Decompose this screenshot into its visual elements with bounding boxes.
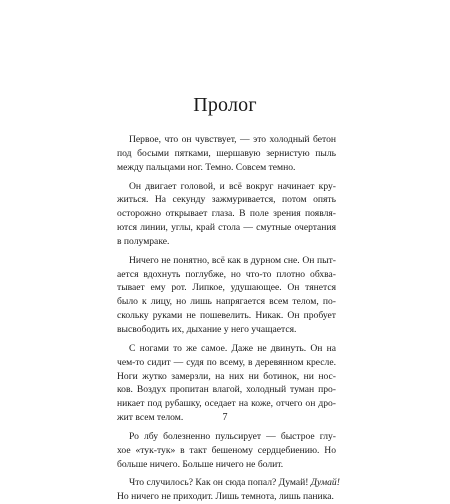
page-number: 7 xyxy=(222,412,228,423)
text-line: Ноги жутко замерзли, на них ни ботинок, ни нос- xyxy=(117,370,336,382)
text-line: тывает ему рот. Липкое, удушающее. Он тянется xyxy=(117,282,336,294)
text-line: высвободить их, дыхание у него учащается. xyxy=(117,323,297,335)
text-line: Что случилось? Как он сюда попал? Думай! Думай! xyxy=(129,477,340,489)
text-line: в полумраке. xyxy=(117,235,170,247)
text-line: между пальцами ног. Темно. Совсем темно. xyxy=(117,161,296,173)
text-line: жит всем телом. xyxy=(117,412,184,424)
paragraph xyxy=(117,476,340,504)
paragraph xyxy=(117,254,336,337)
text-line: Ничего не понятно, всё как в дурном сне. Он пыт- xyxy=(129,254,336,266)
text-line: было к лицу, но лишь напрягается всем телом, по- xyxy=(117,296,336,308)
text-line: С ногами то же самое. Даже не двинуть. Он на xyxy=(129,342,336,354)
paragraph xyxy=(117,430,336,472)
paragraph xyxy=(117,133,336,175)
text-line: под босыми пятками, шершавую зернистую пыль xyxy=(117,147,336,159)
text-line: Он двигает головой, и всё вокруг начинает кру- xyxy=(129,180,336,192)
text-line: Ро лбу болезненно пульсирует — быстрое глу- xyxy=(129,430,336,442)
text-line: ается вдохнуть поглубже, но что-то плотно обхва- xyxy=(117,268,336,280)
text-line: больше ничего. Больше ничего не болит. xyxy=(117,458,284,470)
body-text xyxy=(117,133,340,504)
text-line: житься. На секунду зажмуривается, потом опять xyxy=(117,194,336,206)
text-line: осторожно открывает глаза. В поле зрения появля- xyxy=(117,208,336,220)
text-line: Первое, что он чувствует, — это холодный бетон xyxy=(129,134,336,145)
text-line: ков. Воздух пропитан влагой, холодный туман про- xyxy=(117,384,336,396)
paragraph xyxy=(117,180,336,249)
text-line: ются линии, углы, край стола — смутные очертания xyxy=(117,222,336,234)
text-line: никает под рубашку, оседает на коже, отчего он дро- xyxy=(117,398,336,410)
text-line: скольку руками не пошевелить. Никак. Он пробует xyxy=(117,310,336,322)
text-line: Но ничего не приходит. Лишь темнота, лишь паника. xyxy=(117,491,334,503)
text-line: чем-то сидит — судя по всему, в деревянном кресле. xyxy=(117,356,336,368)
text-line: хое «тук-тук» в такт бешеному сердцебиению. Но xyxy=(117,444,336,456)
chapter-title: Пролог xyxy=(193,94,257,116)
